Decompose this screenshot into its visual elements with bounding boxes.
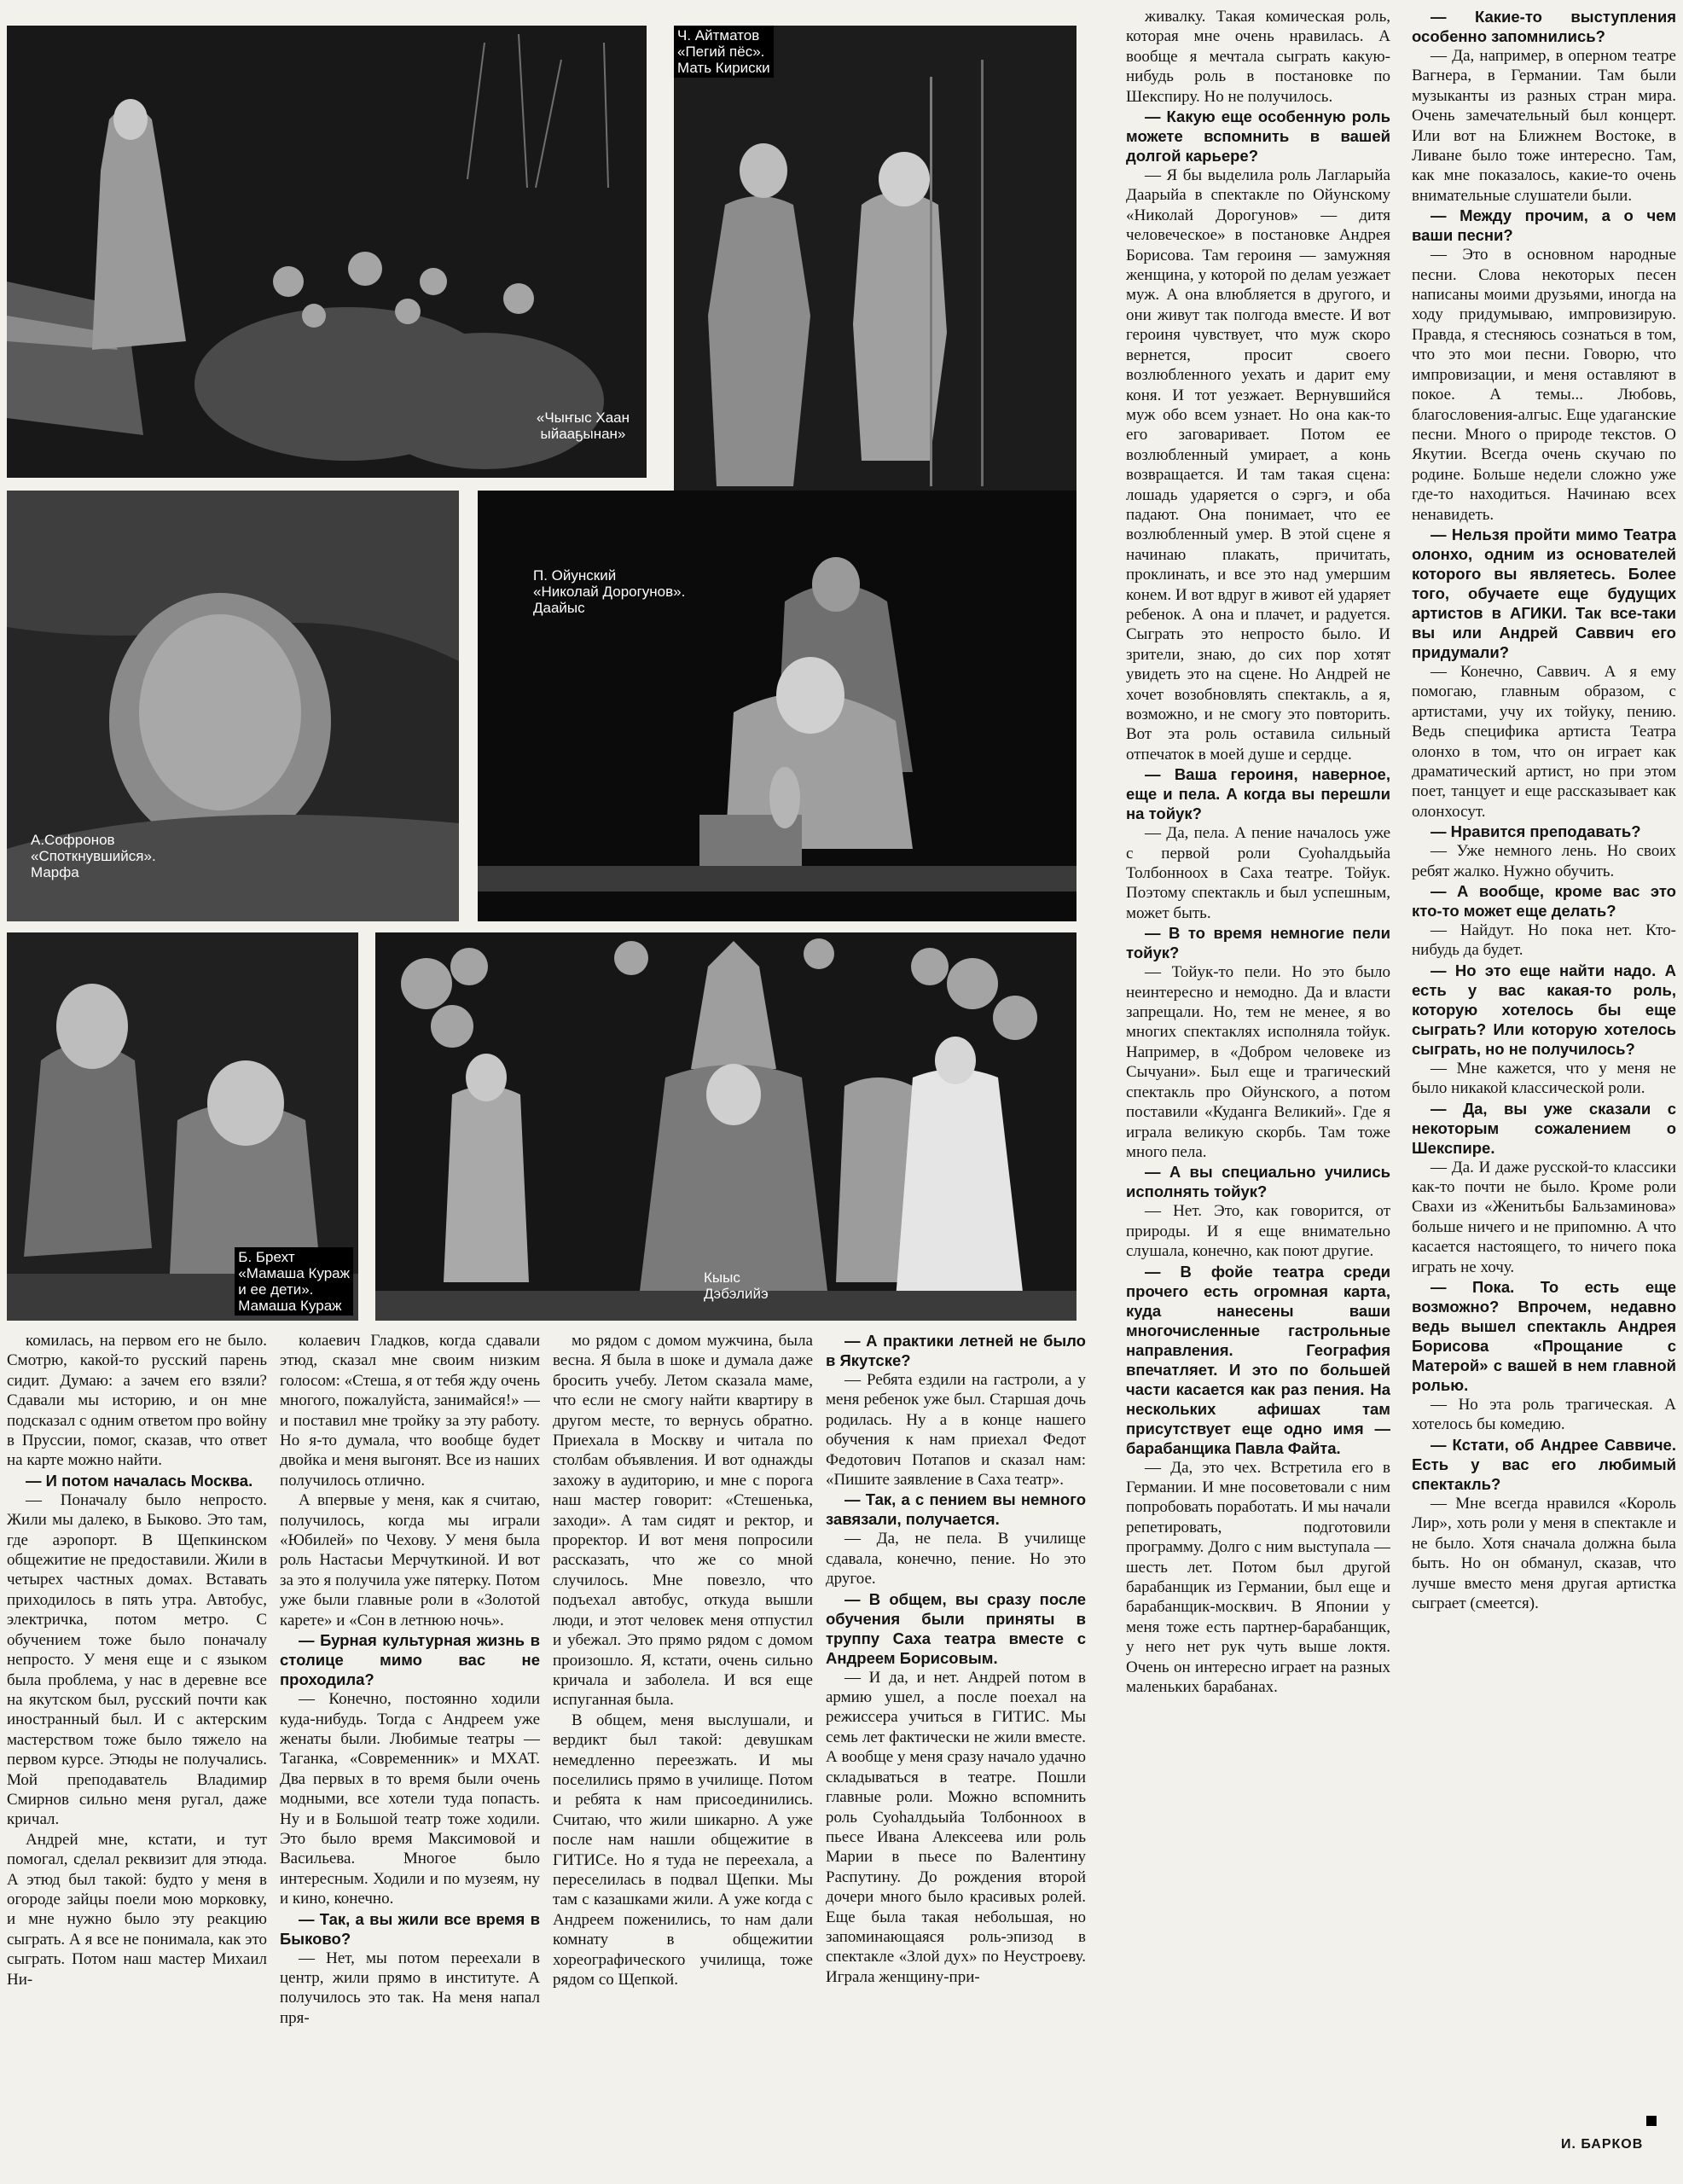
interview-question: — Так, а вы жили все время в Быково? (280, 1909, 540, 1948)
interview-answer: — Тойук-то пели. Но это было неинтересно и немодно. Да и власти запрещали. Но, тем не менее, я во многих спектаклях исполняла тойук. Например, в «Добром человеке из Сычуани». Был еще и трагический спектакль про Ойунского, а потом поставили «Куданга Великий». Где я играла великую скорбь. Там тоже много пела. (1126, 963, 1390, 1161)
photo-mamasha-kurazh (7, 932, 358, 1321)
photo-spotknuvshiysya (7, 491, 459, 921)
interview-answer: — Поначалу было непросто. Жили мы далеко, в Быково. Это там, где аэропорт. В Щепкинском общежитие не предоставили. Жили в четырех частных домах. Вставать приходилось в пять утра. Автобус, электричка, потом метро. С обучением тоже было поначалу непросто. У меня еще и с языком была проблема, у нас в деревне все на якутском был, русский почти как иностранный был. И с актерским мастерством тоже было тяжело на первом курсе. Этюды не получались. Мой преподаватель Владимир Смирнов сильно меня ругал, даже кричал. (7, 1490, 267, 1829)
interview-question: — Между прочим, а о чем ваши песни? (1412, 206, 1676, 245)
interview-question: — Нельзя пройти мимо Театра олонхо, одним из основателей которого вы являетесь. Более того, обучаете еще будущих артистов в АГИКИ. Так все-таки вы или Андрей Саввич его придумали? (1412, 525, 1676, 661)
interview-answer: — Ребята ездили на гастроли, а у меня ребенок уже был. Старшая дочь родилась. Ну а в конце нашего обучения к нам приехал Федот Федотович Потапов и сказал нам: «Пишите заявление в Саха театр». (826, 1371, 1086, 1490)
interview-answer: — Нет. Это, как говорится, от природы. И я еще внимательно слушала, конечно, как поют другие. (1126, 1202, 1390, 1261)
interview-question: — А вообще, кроме вас это кто-то может еще делать? (1412, 882, 1676, 920)
interview-answer: — Это в основном народные песни. Слова некоторых песен написаны моими друзьями, иногда на ходу придумываю, импровизирую. Правда, я стесняюсь сознаться в том, что это мои песни. Говорю, что импровизации, и меня оставляют в покое. А темы... Любовь, благословения-алгыс. Еще удаганские песни. Много о природе текстов. О Якутии. Всегда очень скучаю по родине. Больше недели сложно уже где-то находиться. Начинаю всех ненавидеть. (1412, 246, 1676, 524)
interview-answer: — И да, и нет. Андрей потом в армию ушел, а после поехал на режиссера учиться в ГИТИС. Мы семь лет фактически не жили вместе. А вообще у меня сразу начало удачно складываться в театре. Пошли главные роли. Можно вспомнить роль Суоһалдьыйа Толбонноох в пьесе Ивана Алексеева или роль Марии в пьесе по Валентину Распутину. До рождения второй дочери много было красивых ролей. Еще была такая небольшая, но запоминающаяся роль-эпизод в спектакле «Злой дух» по Неустроеву. Играла женщину-при- (826, 1668, 1086, 1986)
interview-question: — В фойе театра среди прочего есть огромная карта, куда нанесены ваши многочисленные гастрольные направления. География впечатляет. И это по большей части касается как раз пения. На нескольких афишах там присутствует еще одно имя — барабанщика Павла Файта. (1126, 1262, 1390, 1457)
author-signature: И. БАРКОВ (1561, 2137, 1644, 2152)
interview-question: — Но это еще найти надо. А есть у вас какая-то роль, которую хотелось бы еще сыграть? Или которую хотелось сыграть, но не получилось? (1412, 961, 1676, 1058)
interview-answer: колаевич Гладков, когда сдавали этюд, сказал мне своим низким голосом: «Стеша, я от тебя жду очень многого, пожалуйста, занимайся!» — и поставил мне тройку за эту работу. Но я-то думала, что вообще будет двойка и меня выгонят. Все из наших получилось отлично. (280, 1332, 540, 1490)
photo-caption: Кыыс Дэбэлийэ (704, 1269, 769, 1302)
article-column-6 (826, 1331, 1086, 2180)
interview-answer: — Найдут. Но пока нет. Кто-нибудь да будет. (1412, 921, 1676, 960)
article-column-1 (1126, 7, 1390, 2178)
photo-caption: А.Софронов «Споткнувшийся». Марфа (31, 832, 156, 880)
interview-question: — И потом началась Москва. (26, 1471, 253, 1490)
interview-question: — Бурная культурная жизнь в столице мимо вас не проходила? (280, 1631, 540, 1689)
interview-answer: — Конечно, Саввич. А я ему помогаю, главным образом, с артистами, учу их тойуку, пению. Ведь специфика артиста Театра олонхо в том, что он играет как драматический артист, но при этом поет, танцует и еще рассказывает как олонхосут. (1412, 662, 1676, 821)
interview-answer: — Конечно, постоянно ходили куда-нибудь. Тогда с Андреем уже женаты были. Любимые театры — Таганка, «Современник» и МХАТ. Два первых в то время были очень модными, все хотели туда попасть. Ну и в Большой театр тоже ходили. Это было время Максимовой и Васильева. Многое было интересным. Ходили и по музеям, ну и кино, конечно. (280, 1690, 540, 1908)
interview-answer: — Нет, мы потом переехали в центр, жили прямо в институте. А получилось это так. На меня напал пря- (280, 1949, 540, 2027)
interview-answer: А впервые у меня, как я считаю, получилось, когда мы играли «Юбилей» по Чехову. У меня была роль Настасьи Мерчуткиной. И вот за это я получила уже пятерку. Потом уже были главные роли в «Золотой карете» и «Сон в летнюю ночь». (280, 1491, 540, 1629)
article-column-4 (280, 1331, 540, 2180)
interview-answer: Андрей мне, кстати, и тут помогал, сделал реквизит для этюда. А этюд был такой: будто у меня в огороде зайцы поели мою морковку, и мне нужно было эту реакцию сыграть. А я все не понимала, как это сыграть. Потом наш мастер Михаил Ни- (7, 1830, 267, 1989)
interview-answer: — Уже немного лень. Но своих ребят жалко. Нужно обучить. (1412, 842, 1676, 880)
interview-question: — В общем, вы сразу после обучения были приняты в труппу Саха театра вместе с Андреем Борисовым. (826, 1589, 1086, 1667)
interview-answer: — Я бы выделила роль Лагларыйа Даарыйа в спектакле по Ойунскому «Николай Дорогунов» — дитя человеческое» в постановке Андрея Борисова. Там героиня — замужняя женщина, у которой по делам уезжает муж. А она влюбляется в другого, и они живут так полгода вместе. И вот героиня чувствует, что муж скоро вернется, просит своего возлюбленного уехать и дарит ему коня. И тот уезжает. Вернувшийся муж обо всем узнает. Но она как-то его заговаривает. Потом ее возлюбленный умирает, а конь возвращается. И там такая сцена: лошадь ударяется о сэргэ, и оба падают. Она понимает, что ее возлюбленный умер. В этой сцене я начинаю плакать, причитать, проклинать, и все это над умершим конем. И вот вдруг в живот ей ударяет ребенок. А она и плачет, и радуется. Сыграть это непросто было. И зрители, знаю, до сих пор хотят увидеть это на сцене. Но Андрей не хочет возобновлять спектакль, а я, возможно, и не смогу это повторить. Вот эта роль оставила сильный отпечаток в моей душе и сердце. (1126, 166, 1390, 764)
interview-question: — Нравится преподавать? (1431, 822, 1641, 841)
interview-answer: — Да. И даже русской-то классики как-то почти не было. Кроме роли Свахи из «Женитьбы Бальзаминова» больше ничего и не припомню. А что касается настоящего, то ничего пока играть не хочу. (1412, 1158, 1676, 1276)
article-column-2 (1412, 7, 1676, 2131)
interview-question: — Так, а с пением вы немного завязали, получается. (826, 1490, 1086, 1529)
photo-caption: Ч. Айтматов «Пегий пёс». Мать Кириски (674, 26, 774, 78)
photo-caption: «Чыҥыс Хаан ыйааҕынан» (536, 410, 630, 442)
article-column-5 (553, 1331, 813, 2180)
article-column-3 (7, 1331, 267, 2180)
interview-answer: мо рядом с домом мужчина, была весна. Я была в шоке и думала даже бросить учебу. Летом сказала маме, что если не смогу найти квартиру в другом месте, то вернусь обратно. Приехала в Москву и читала по столбам объявления. И вот однажды захожу в аудиторию, и мне с порога наш мастер говорит: «Стешенька, заходи». А там сидят и ректор, и проректор. И вот меня попросили рассказать, что же со мной случилось. Мне повезло, что подъехал автобус, откуда вышли люди, и этот человек меня отпустил и убежал. Это прямо рядом с домом произошло. Я, кстати, очень сильно кричала и заболела. И вся еще испуганная была. (553, 1332, 813, 1710)
photo-nikolay-dorogunov (478, 491, 1077, 921)
interview-question: — Ваша героиня, наверное, еще и пела. А когда вы перешли на тойук? (1126, 765, 1390, 823)
interview-answer: комилась, на первом его не было. Смотрю, какой-то русский парень сидит. Думаю: а зачем его взяли? Сдавали мы историю, и он мне подсказал с одним ответом про войну в Пруссии, помог, сказав, что ответ на карте можно найти. (7, 1332, 267, 1470)
interview-answer: — Да, например, в оперном театре Вагнера, в Германии. Там были музыканты из разных стран мира. Очень замечательный был концерт. Или вот на Ближнем Востоке, в Ливане было тоже интересно. Там, как мне показалось, какие-то очень внимательные слушатели были. (1412, 47, 1676, 205)
photo-pegiy-pyos (674, 26, 1077, 508)
photo-caption: П. Ойунский «Николай Дорогунов». Даайыс (533, 567, 686, 616)
photo-caption: Б. Брехт «Мамаша Кураж и ее дети». Мамаша Кураж (235, 1247, 353, 1316)
photo-chingis-khaan (7, 26, 647, 478)
interview-answer: — Да, не пела. В училище сдавала, конечно, пение. Но это другое. (826, 1530, 1086, 1589)
interview-answer: — Да, это чех. Встретила его в Германии. И мне посоветовали с ним попробовать поработать. И мы начали репетировать, подготовили программу. Долго с ним выступала — шесть лет. Потом был другой барабанщик из Германии, был еще и барабанщик-москвич. В Японии у меня тоже есть партнер-барабанщик, у него нет рук чуть выше локтя. Очень он интересно играет на разных маленьких барабанах. (1126, 1458, 1390, 1696)
interview-answer: — Но эта роль трагическая. А хотелось бы комедию. (1412, 1396, 1676, 1434)
interview-question: — Кстати, об Андрее Саввиче. Есть у вас его любимый спектакль? (1412, 1435, 1676, 1493)
interview-answer: — Мне всегда нравился «Король Лир», хоть роли у меня в спектакле и не было. Хотя сначала должна была быть. Но он обманул, сказав, что лучше вместо меня другая артистка сыграет (смеется). (1412, 1494, 1676, 1612)
end-of-article-mark (1646, 2116, 1657, 2126)
interview-question: — Какие-то выступления особенно запомнились? (1412, 8, 1676, 45)
interview-answer: — Да, пела. А пение началось уже с первой роли Суоһалдьыйа Толбонноох в Саха театре. Тойук. Поэтому спектакль и был успешным, может быть. (1126, 824, 1390, 922)
interview-question: — В то время немногие пели тойук? (1126, 924, 1390, 962)
interview-answer: живалку. Такая комическая роль, которая мне очень нравилась. А вообще я мечтала сыграть какую-нибудь роль в постановке по Шекспиру. Но не получилось. (1126, 8, 1390, 106)
interview-question: — А практики летней не было в Якутске? (826, 1332, 1086, 1369)
interview-answer: — Мне кажется, что у меня не было никакой классической роли. (1412, 1059, 1676, 1098)
interview-question: — А вы специально учились исполнять тойук? (1126, 1163, 1390, 1201)
interview-question: — Да, вы уже сказали с некоторым сожалением о Шекспире. (1412, 1099, 1676, 1157)
interview-question: — Какую еще особенную роль можете вспомнить в вашей долгой карьере? (1126, 107, 1390, 166)
interview-question: — Пока. То есть еще возможно? Впрочем, недавно ведь вышел спектакль Андрея Борисова «Прощание с Матерой» с вашей в нем главной ролью. (1412, 1278, 1676, 1395)
interview-answer: В общем, меня выслушали, и вердикт был такой: девушкам немедленно переезжать. И мы поселились прямо в училище. Потом и ребята к нам присоединились. Считаю, что жили шикарно. А уже после нам нашли общежитие в ГИТИСе. Но я туда не переехала, а переселилась в подвал Щепки. Мы там с казашками жили. А уже когда с Андреем поженились, то нам дали комнату в общежитии хореографического училища, тоже рядом со Щепкой. (553, 1711, 813, 1989)
photo-kyys-debeliye (375, 932, 1077, 1321)
